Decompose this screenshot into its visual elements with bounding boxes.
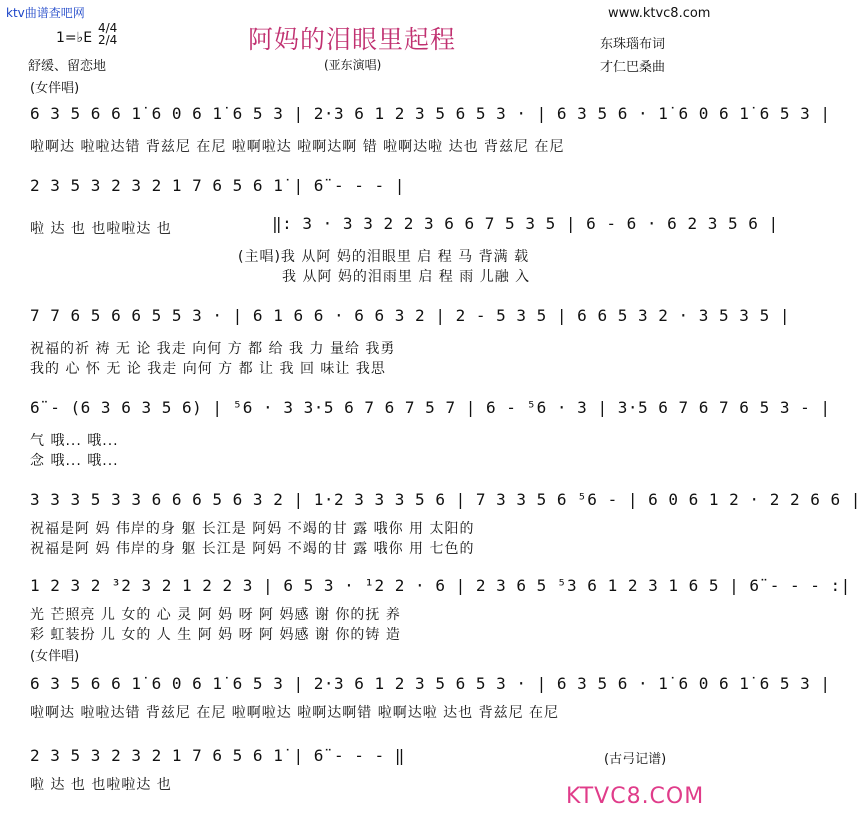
- lyric-line: 我 从阿 妈的泪雨里 启 程 雨 儿融 入: [282, 269, 531, 285]
- notation-row: 6 3 5 6 6 1̇ 6 0 6 1̇ 6 5 3 | 2·3 6 1 2 3 5 6 5 3 · | 6 3 5 6 · 1̇ 6 0 6 1̇ 6 5 3 |: [30, 104, 831, 123]
- meter-2: 2/4: [98, 33, 118, 47]
- lyric-line: 啦 达 也 也啦啦达 也: [30, 777, 172, 793]
- notation-row: 6 3 5 6 6 1̇ 6 0 6 1̇ 6 5 3 | 2·3 6 1 2 3 5 6 5 3 · | 6 3 5 6 · 1̇ 6 0 6 1̇ 6 5 3 |: [30, 674, 831, 693]
- recorder-credit: (古弓记谱): [604, 752, 667, 767]
- watermark-bottom: KTVC8.COM: [566, 784, 705, 809]
- notation-row: 2 3 5 3 2 3 2 1 7 6 5 6 1̇ | 6̈ - - - ‖: [30, 746, 405, 765]
- lyric-line: 祝福是阿 妈 伟岸的身 躯 长江是 阿妈 不竭的甘 露 哦你 用 七色的: [30, 541, 475, 557]
- key-signature: 1=♭E: [56, 30, 93, 46]
- notation-row: 3 3 3 5 3 3 6 6 6 5 6 3 2 | 1·2 3 3 3 5 6 | 7 3 3 5 6 ⁵6 - | 6 0 6 1 2 · 2 2 6 6 |: [30, 490, 861, 509]
- row-tag: (女伴唱): [30, 649, 80, 664]
- site-url: www.ktvc8.com: [608, 6, 711, 21]
- lyric-line: 祝福是阿 妈 伟岸的身 躯 长江是 阿妈 不竭的甘 露 哦你 用 太阳的: [30, 521, 475, 537]
- notation-row: ‖: 3 · 3 3 2 2 3 6 6 7 5 3 5 | 6 - 6 · 6 2 3 5 6 |: [272, 214, 779, 233]
- lyric-line: 祝福的祈 祷 无 论 我走 向何 方 都 给 我 力 量给 我勇: [30, 341, 396, 357]
- lyric-line: 念 哦... 哦...: [30, 453, 119, 469]
- song-title: 阿妈的泪眼里起程: [248, 25, 457, 54]
- meter-1: 4/4: [98, 21, 118, 35]
- lyric-line: 啦啊达 啦啦达错 背兹尼 在尼 啦啊啦达 啦啊达啊 错 啦啊达啦 达也 背兹尼 在尼: [30, 139, 565, 155]
- notation-row: 1 2 3 2 ³2 3 2 1 2 2 3 | 6 5 3 · ¹2 2 · 6 | 2 3 6 5 ⁵3 6 1 2 3 1 6 5 | 6̈ - - - :|: [30, 576, 851, 595]
- watermark-top: ktv曲谱查吧网: [6, 6, 85, 20]
- lyric-line: 彩 虹装扮 儿 女的 人 生 阿 妈 呀 阿 妈感 谢 你的铸 造: [30, 627, 401, 643]
- lyric-line: (主唱)我 从阿 妈的泪眼里 启 程 马 背满 载: [238, 249, 530, 265]
- lyric-line: 啦啊达 啦啦达错 背兹尼 在尼 啦啊啦达 啦啊达啊错 啦啊达啦 达也 背兹尼 在尼: [30, 705, 560, 721]
- time-signature: [98, 22, 117, 46]
- tempo-marking: 舒缓、留恋地: [28, 59, 107, 74]
- lyric-line: 我的 心 怀 无 论 我走 向何 方 都 让 我 回 味让 我思: [30, 361, 386, 377]
- lyric-line: 气 哦... 哦...: [30, 433, 119, 449]
- lyric-line: 啦 达 也 也啦啦达 也: [30, 221, 172, 237]
- notation-row: 6̈ - (6 3 6 3 5 6) | ⁵6 · 3 3·5 6 7 6 7 5 7 | 6 - ⁵6 · 3 | 3·5 6 7 6 7 6 5 3 - |: [30, 398, 831, 417]
- row-tag: (女伴唱): [30, 81, 80, 96]
- composer-credit: 才仁巴桑曲: [600, 60, 666, 75]
- lyricist-credit: 东珠瑙布词: [600, 37, 666, 52]
- notation-row: 2 3 5 3 2 3 2 1 7 6 5 6 1̇ | 6̈ - - - |: [30, 176, 405, 195]
- singer-credit: (亚东演唱): [324, 58, 382, 72]
- notation-row: 7 7 6 5 6 6 5 5 3 · | 6 1 6 6 · 6 6 3 2 | 2 - 5 3 5 | 6 6 5 3 2 · 3 5 3 5 |: [30, 306, 790, 325]
- lyric-line: 光 芒照亮 儿 女的 心 灵 阿 妈 呀 阿 妈感 谢 你的抚 养: [30, 607, 401, 623]
